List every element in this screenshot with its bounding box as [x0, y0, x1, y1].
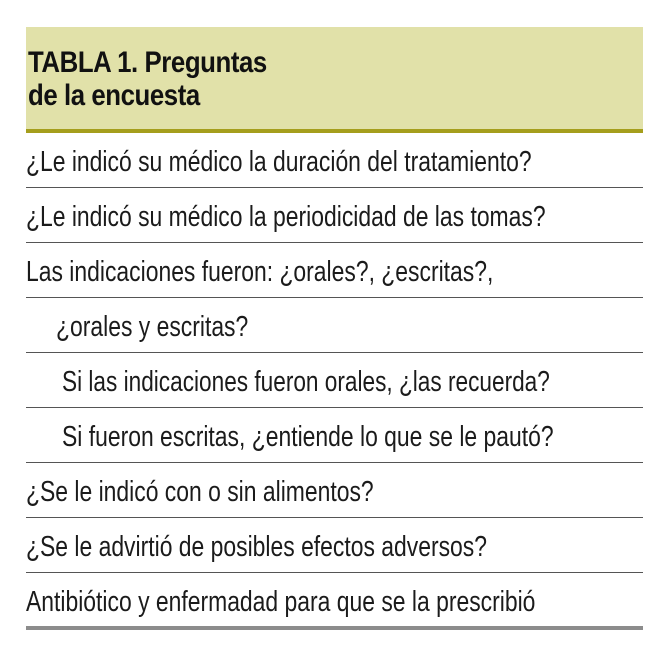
question-row — [26, 408, 643, 463]
question-row — [26, 298, 643, 353]
question-row — [26, 243, 643, 298]
survey-table — [26, 27, 643, 630]
question-text: ¿Se le indicó con o sin alimentos? — [26, 476, 374, 508]
question-row — [26, 353, 643, 408]
table-title — [28, 46, 267, 112]
table-title-line-2: de la encuesta — [28, 79, 200, 112]
question-text: Antibiótico y enfermadad para que se la prescribió — [26, 586, 536, 618]
question-text: Si fueron escritas, ¿entiende lo que se le pautó? — [62, 421, 554, 453]
question-row — [26, 518, 643, 573]
question-row — [26, 463, 643, 518]
question-text: ¿orales y escritas? — [56, 311, 249, 343]
question-row — [26, 188, 643, 243]
question-text: Si las indicaciones fueron orales, ¿las recuerda? — [62, 366, 550, 398]
question-text: Las indicaciones fueron: ¿orales?, ¿escritas?, — [26, 256, 494, 288]
question-text: ¿Le indicó su médico la duración del tratamiento? — [26, 146, 532, 178]
table-title-line-1: TABLA 1. Preguntas — [28, 46, 267, 79]
question-text: ¿Se le advirtió de posibles efectos adversos? — [26, 531, 488, 563]
question-row — [26, 133, 643, 188]
question-list — [26, 133, 643, 630]
question-text: ¿Le indicó su médico la periodicidad de las tomas? — [26, 201, 546, 233]
table-header — [26, 27, 643, 133]
question-row — [26, 573, 643, 630]
